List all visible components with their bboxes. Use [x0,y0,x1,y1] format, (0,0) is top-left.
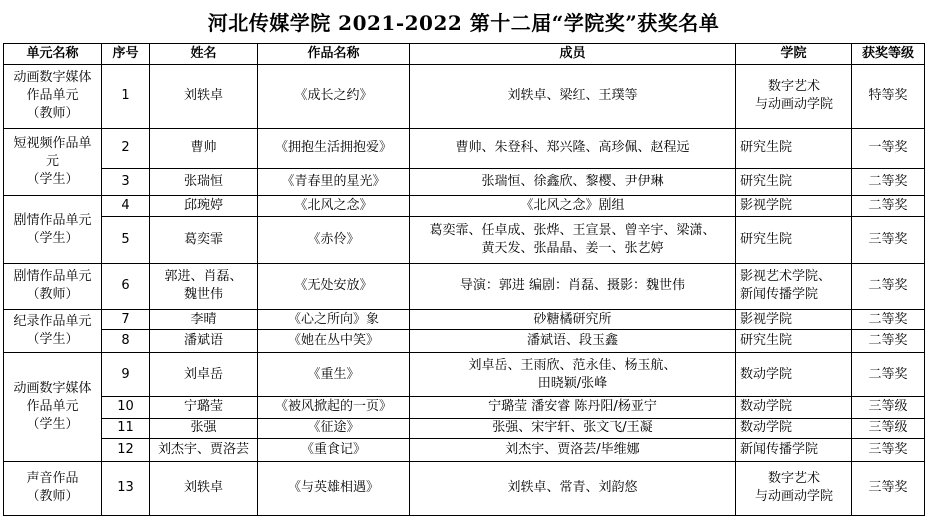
table-row [4,65,925,129]
name-cell: 宁璐莹 [150,397,258,419]
award-cell: 二等奖 [852,196,925,217]
college-cell: 数字艺术 与动画动学院 [736,65,852,129]
name-cell: 刘杰宇、贾洛芸 [150,439,258,462]
work-cell: 《重食记》 [258,439,410,462]
members-cell: 刘轶卓、梁红、王璞等 [410,65,736,129]
no-cell: 10 [102,397,150,419]
header-name: 姓名 [150,44,258,65]
name-cell: 潘斌语 [150,330,258,353]
name-cell: 张瑞恒 [150,168,258,196]
work-cell: 《重生》 [258,353,410,397]
table-row [4,439,925,462]
no-cell: 1 [102,65,150,129]
no-cell: 2 [102,128,150,168]
no-cell: 8 [102,330,150,353]
no-cell: 11 [102,418,150,439]
no-cell: 13 [102,461,150,515]
unit-cell: 短视频作品单 元 （学生） [4,128,102,196]
college-cell: 研究生院 [736,330,852,353]
award-cell: 三等奖 [852,439,925,462]
header-work: 作品名称 [258,44,410,65]
header-no: 序号 [102,44,150,65]
table-row [4,128,925,168]
college-cell: 数动学院 [736,353,852,397]
table-row [4,397,925,419]
name-cell: 郭进、肖磊、 魏世伟 [150,263,258,309]
unit-cell: 剧情作品单元 （学生） [4,196,102,264]
members-cell: 张瑞恒、徐鑫欣、黎樱、尹伊琳 [410,168,736,196]
members-cell: 刘轶卓、常青、刘韵悠 [410,461,736,515]
header-row [4,44,925,65]
name-cell: 张强 [150,418,258,439]
work-cell: 《被风掀起的一页》 [258,397,410,419]
no-cell: 3 [102,168,150,196]
table-row [4,263,925,309]
award-cell: 二等奖 [852,263,925,309]
work-cell: 《拥抱生活拥抱爱》 [258,128,410,168]
no-cell: 4 [102,196,150,217]
college-cell: 数动学院 [736,418,852,439]
no-cell: 9 [102,353,150,397]
college-cell: 数动学院 [736,397,852,419]
work-cell: 《征途》 [258,418,410,439]
unit-cell: 动画数字媒体 作品单元 （学生） [4,353,102,462]
unit-cell: 剧情作品单元 （教师） [4,263,102,309]
page-title: 河北传媒学院 2021-2022 第十二届“学院奖”获奖名单 [207,11,720,35]
work-cell: 《她在丛中笑》 [258,330,410,353]
work-cell: 《心之所向》象 [258,309,410,330]
table-row [4,309,925,330]
members-cell: 刘杰宇、贾洛芸/毕维娜 [410,439,736,462]
name-cell: 刘卓岳 [150,353,258,397]
members-cell: 导演：郭进 编剧：肖磊、摄影：魏世伟 [410,263,736,309]
table-row [4,196,925,217]
award-cell: 二等奖 [852,309,925,330]
award-cell: 特等奖 [852,65,925,129]
table-row [4,461,925,515]
members-cell: 砂糖橘研究所 [410,309,736,330]
award-cell: 三等级 [852,397,925,419]
name-cell: 刘轶卓 [150,461,258,515]
college-cell: 新闻传播学院 [736,439,852,462]
award-cell: 二等奖 [852,330,925,353]
unit-cell: 纪录作品单元 （学生） [4,309,102,352]
members-cell: 宁璐莹 潘安睿 陈丹阳/杨亚宁 [410,397,736,419]
work-cell: 《与英雄相遇》 [258,461,410,515]
award-table [3,43,925,516]
name-cell: 邱琬婷 [150,196,258,217]
header-award: 获奖等级 [852,44,925,65]
members-cell: 曹帅、朱登科、郑兴隆、高珍佩、赵程远 [410,128,736,168]
header-unit: 单元名称 [4,44,102,65]
members-cell: 张强、宋宇轩、张文飞/王凝 [410,418,736,439]
award-cell: 二等奖 [852,168,925,196]
award-cell: 三等奖 [852,216,925,263]
members-cell: 潘斌语、段玉鑫 [410,330,736,353]
no-cell: 7 [102,309,150,330]
college-cell: 影视艺术学院、 新闻传播学院 [736,263,852,309]
table-row [4,216,925,263]
college-cell: 研究生院 [736,128,852,168]
name-cell: 葛奕霏 [150,216,258,263]
work-cell: 《赤伶》 [258,216,410,263]
header-college: 学院 [736,44,852,65]
table-row [4,418,925,439]
work-cell: 《无处安放》 [258,263,410,309]
work-cell: 《青春里的星光》 [258,168,410,196]
no-cell: 5 [102,216,150,263]
no-cell: 6 [102,263,150,309]
award-cell: 三等奖 [852,461,925,515]
college-cell: 研究生院 [736,216,852,263]
table-row [4,168,925,196]
college-cell: 数字艺术 与动画动学院 [736,461,852,515]
table-row [4,330,925,353]
unit-cell: 声音作品 （教师） [4,461,102,515]
award-cell: 二等奖 [852,353,925,397]
unit-cell: 动画数字媒体 作品单元 （教师） [4,65,102,129]
members-cell: 葛奕霏、任卓成、张烨、王宣景、曾辛宇、梁潇、 黄天发、张晶晶、姜一、张艺婷 [410,216,736,263]
college-cell: 影视学院 [736,196,852,217]
members-cell: 刘卓岳、王雨欣、范永佳、杨玉航、 田晓颖/张峰 [410,353,736,397]
work-cell: 《北风之念》 [258,196,410,217]
table-row [4,353,925,397]
name-cell: 刘轶卓 [150,65,258,129]
college-cell: 研究生院 [736,168,852,196]
work-cell: 《成长之约》 [258,65,410,129]
name-cell: 李晴 [150,309,258,330]
no-cell: 12 [102,439,150,462]
award-cell: 一等奖 [852,128,925,168]
college-cell: 影视学院 [736,309,852,330]
award-cell: 三等级 [852,418,925,439]
header-members: 成员 [410,44,736,65]
name-cell: 曹帅 [150,128,258,168]
members-cell: 《北风之念》剧组 [410,196,736,217]
